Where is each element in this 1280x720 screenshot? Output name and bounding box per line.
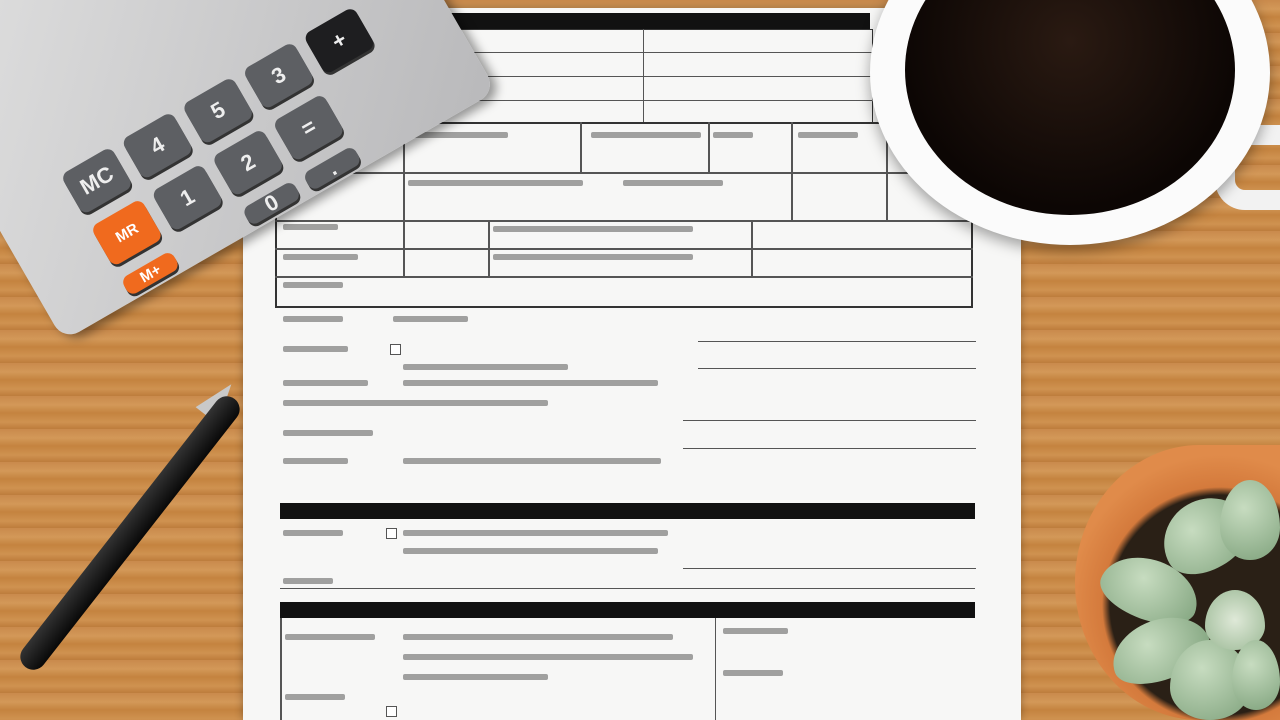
calc-key: = bbox=[272, 93, 345, 162]
pen bbox=[15, 391, 245, 675]
section-header-bar bbox=[280, 503, 975, 519]
coffee bbox=[905, 0, 1235, 215]
calc-key: MC bbox=[60, 146, 133, 215]
form-title-bar bbox=[430, 13, 870, 29]
calc-key: + bbox=[303, 6, 376, 75]
calc-key: MR bbox=[90, 198, 163, 267]
calc-key: 2 bbox=[212, 128, 285, 197]
calc-key: 0 bbox=[242, 180, 302, 226]
calc-key: 4 bbox=[121, 111, 194, 180]
calc-key: 1 bbox=[151, 163, 224, 232]
calc-key: 5 bbox=[182, 76, 255, 145]
calc-key: 3 bbox=[242, 41, 315, 110]
calc-key: M+ bbox=[120, 250, 180, 296]
calc-key: . bbox=[302, 145, 362, 191]
section-header-bar bbox=[280, 602, 975, 618]
